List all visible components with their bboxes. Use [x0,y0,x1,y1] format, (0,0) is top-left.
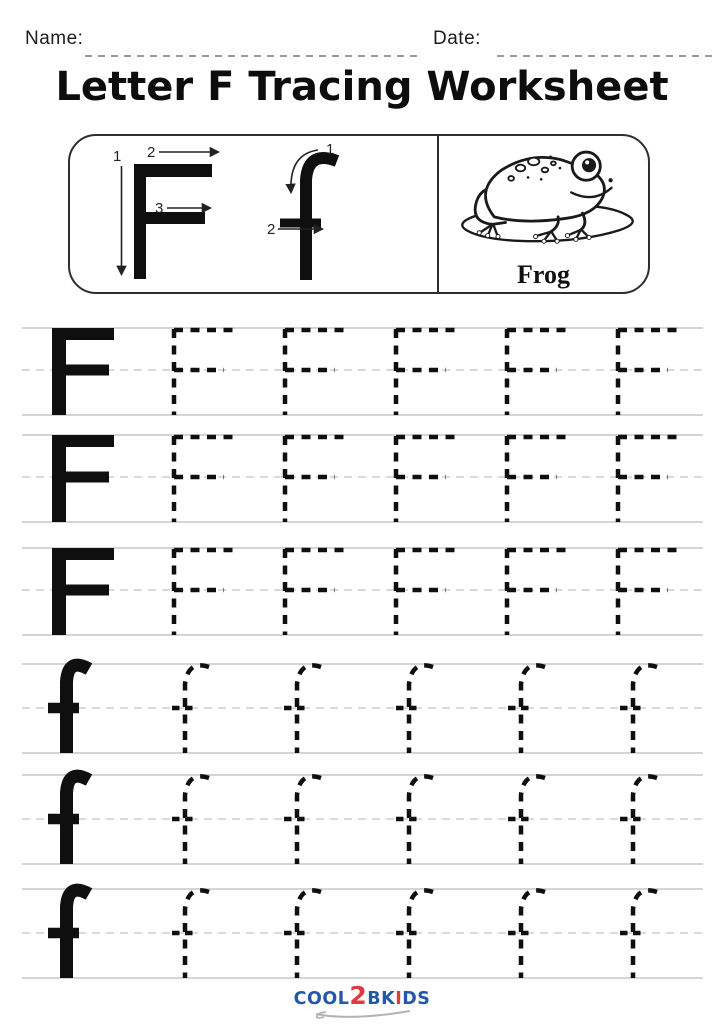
dashed-letter-F [618,549,681,635]
dashed-letter-F [396,329,459,415]
dashed-letter-f [284,665,321,753]
letter-guide-box [68,134,650,294]
solid-letter-F [52,435,114,522]
logo-part: I [395,989,403,1009]
lowercase-letter-shape [280,158,337,280]
dashed-letter-f [172,890,209,978]
dashed-letter-f [172,776,209,864]
dashed-letter-F [507,329,570,415]
stroke-number-2: 2 [267,221,276,238]
dashed-letter-f [620,890,657,978]
logo-part: COOL [293,989,350,1009]
dashed-letter-F [396,549,459,635]
solid-letter-f [48,776,89,864]
tracing-row-f [0,650,724,770]
stroke-number-3: 3 [155,200,164,217]
dashed-letter-f [172,665,209,753]
uppercase-letter-shape [134,164,212,279]
stroke-order-diagram [70,136,437,291]
tracing-row-F [0,534,724,654]
dashed-letter-F [507,549,570,635]
logo-part: BK [367,989,396,1009]
solid-letter-F [52,548,114,635]
dashed-letter-f [284,776,321,864]
page-title: Letter F Tracing Worksheet [55,64,669,110]
dashed-letter-F [618,436,681,522]
stroke-number-1: 1 [113,148,122,165]
frog-image [444,138,644,260]
tracing-row-F [0,421,724,541]
frog-label: Frog [517,260,570,289]
solid-letter-F [52,328,114,415]
stroke-number-2: 2 [147,144,156,161]
tracing-row-F [0,314,724,434]
dashed-letter-F [174,329,237,415]
dashed-letter-F [396,436,459,522]
dashed-letter-f [396,890,433,978]
dashed-letter-f [396,665,433,753]
logo-part: DS [402,989,431,1009]
dashed-letter-f [508,890,545,978]
dashed-letter-f [396,776,433,864]
dashed-letter-f [284,890,321,978]
name-blank-line [85,55,420,57]
dashed-letter-F [618,329,681,415]
solid-letter-f [48,665,89,753]
date-blank-line [497,55,718,57]
dashed-letter-f [620,776,657,864]
brand-logo [0,983,724,1021]
frog-panel [439,136,648,292]
brand-logo-text [293,981,431,1010]
stroke-number-1: 1 [326,141,335,158]
date-label: Date: [433,28,481,49]
dashed-letter-F [285,436,348,522]
dashed-letter-F [285,329,348,415]
dashed-letter-f [508,665,545,753]
dashed-letter-f [508,776,545,864]
dashed-letter-F [174,436,237,522]
name-label: Name: [25,28,84,49]
dashed-letter-F [285,549,348,635]
logo-part: 2 [349,981,368,1010]
tracing-row-f [0,761,724,881]
dashed-letter-F [507,436,570,522]
dashed-letter-F [174,549,237,635]
solid-letter-f [48,890,89,978]
dashed-letter-f [620,665,657,753]
tracing-row-f [0,875,724,995]
